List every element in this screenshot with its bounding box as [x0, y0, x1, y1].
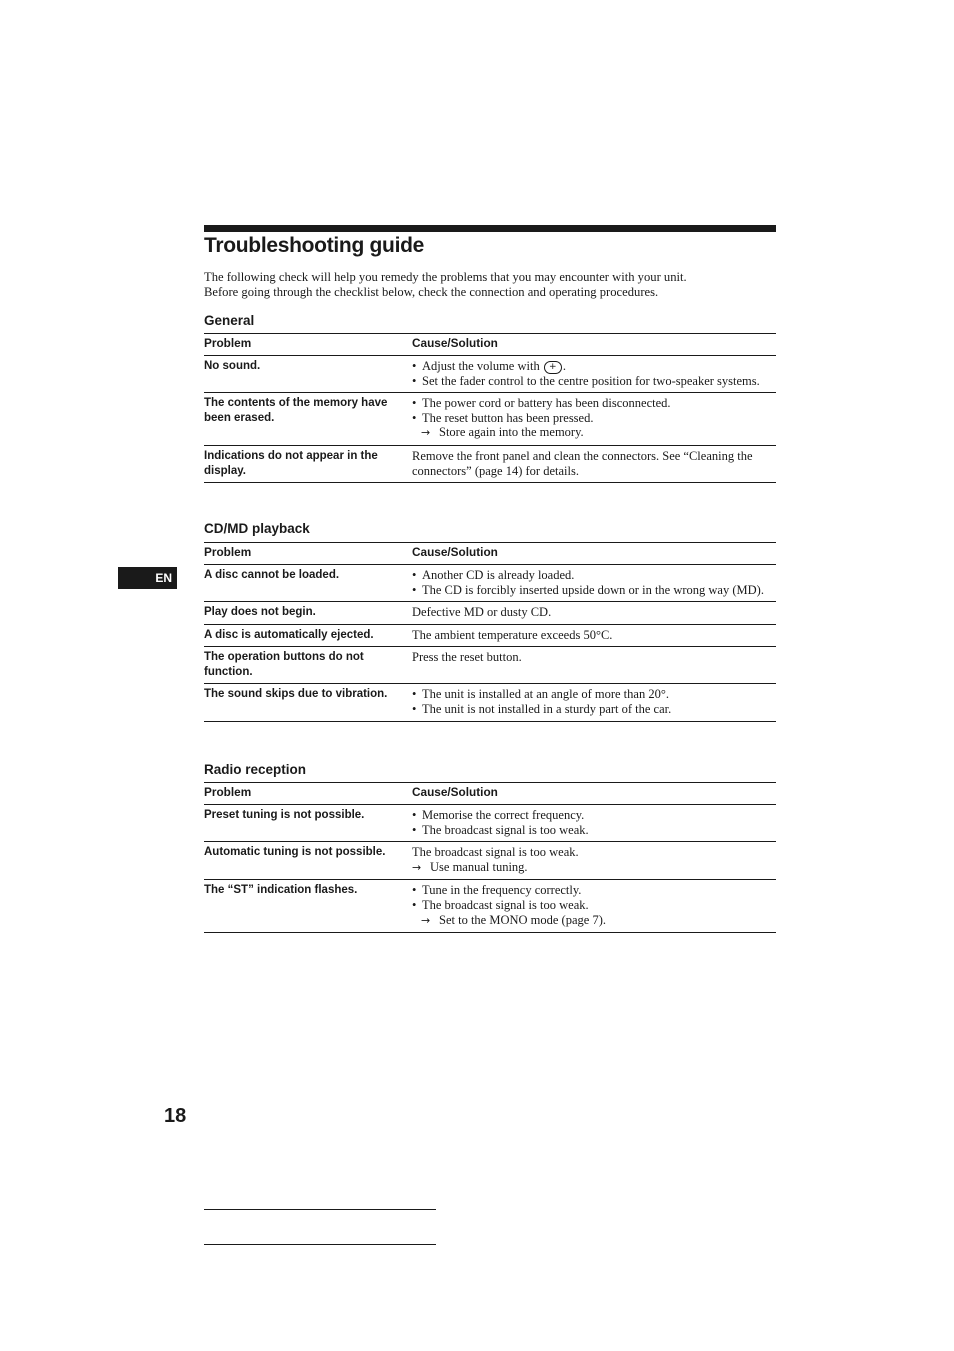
- arrow-right-icon: →: [421, 913, 431, 927]
- section-title-radio: Radio reception: [204, 762, 307, 777]
- footer-rule: [204, 1244, 436, 1245]
- solution-bullet: • The unit is installed at an angle of more than 20°.: [412, 687, 776, 702]
- table-header-row: [204, 783, 776, 805]
- solution-cell: [408, 565, 776, 602]
- problem-cell: Automatic tuning is not possible.: [204, 842, 408, 880]
- problem-cell: The “ST” indication flashes.: [204, 880, 408, 933]
- solution-cell: Press the reset button.: [408, 647, 776, 684]
- solution-bullet: • The unit is not installed in a sturdy part of the car.: [412, 702, 776, 717]
- bullet-suffix: .: [562, 359, 566, 373]
- solution-bullet: • The broadcast signal is too weak.: [412, 898, 776, 913]
- solution-cell: [408, 356, 776, 393]
- table-row: [204, 684, 776, 721]
- intro-line-2: Before going through the checklist below, check the connection and operating procedures.: [204, 284, 659, 299]
- page-title: Troubleshooting guide: [204, 234, 425, 257]
- solution-cell: Remove the front panel and clean the connectors. See “Cleaning the connectors” (page 14) for details.: [408, 446, 776, 483]
- table-header-row: [204, 334, 776, 356]
- arrow-right-icon: →: [412, 860, 422, 874]
- section-title-general: General: [204, 313, 255, 328]
- action-text: Store again into the memory.: [439, 425, 584, 440]
- volume-plus-icon: +: [544, 361, 562, 374]
- solution-action: [412, 913, 776, 929]
- problem-cell: The sound skips due to vibration.: [204, 684, 408, 721]
- column-header-problem: Problem: [204, 334, 408, 356]
- title-rule: [204, 225, 776, 232]
- solution-cell: [408, 880, 776, 933]
- arrow-right-icon: →: [421, 426, 431, 440]
- column-header-problem: Problem: [204, 543, 408, 565]
- table-header-row: [204, 543, 776, 565]
- solution-cell: [408, 805, 776, 842]
- solution-bullet: • Tune in the frequency correctly.: [412, 883, 776, 898]
- solution-cell: [408, 684, 776, 721]
- solution-bullet: • Another CD is already loaded.: [412, 568, 776, 583]
- column-header-solution: Cause/Solution: [408, 543, 776, 565]
- problem-cell: Preset tuning is not possible.: [204, 805, 408, 842]
- solution-cell: The ambient temperature exceeds 50°C.: [408, 624, 776, 647]
- cd-md-table: [204, 542, 776, 722]
- bullet-text: Adjust the volume with: [422, 359, 540, 373]
- action-text: Use manual tuning.: [430, 859, 528, 874]
- solution-action: [412, 860, 776, 876]
- footer-rule: [204, 1209, 436, 1210]
- table-row: [204, 356, 776, 393]
- general-table: [204, 333, 776, 483]
- intro-line-1: The following check will help you remedy the problems that you may encounter with your unit.: [204, 270, 687, 284]
- solution-cell: [408, 842, 776, 880]
- table-row: [204, 647, 776, 684]
- solution-bullet: • Set the fader control to the centre position for two-speaker systems.: [412, 374, 776, 389]
- solution-cell: [408, 393, 776, 446]
- problem-cell: Indications do not appear in the display.: [204, 446, 408, 483]
- table-row: [204, 446, 776, 483]
- problem-cell: A disc cannot be loaded.: [204, 565, 408, 602]
- table-row: [204, 565, 776, 602]
- table-row: [204, 805, 776, 842]
- problem-cell: Play does not begin.: [204, 602, 408, 625]
- problem-cell: A disc is automatically ejected.: [204, 624, 408, 647]
- solution-action: [412, 425, 776, 441]
- solution-text: The broadcast signal is too weak.: [412, 845, 579, 860]
- table-row: [204, 624, 776, 647]
- column-header-solution: Cause/Solution: [408, 334, 776, 356]
- solution-cell: Defective MD or dusty CD.: [408, 602, 776, 625]
- radio-table: [204, 782, 776, 933]
- solution-bullet: [412, 359, 776, 374]
- solution-bullet: • The CD is forcibly inserted upside down or in the wrong way (MD).: [412, 583, 776, 598]
- table-row: [204, 393, 776, 446]
- action-text: Set to the MONO mode (page 7).: [439, 912, 606, 927]
- language-tab: EN: [118, 567, 177, 589]
- table-row: [204, 880, 776, 933]
- column-header-problem: Problem: [204, 783, 408, 805]
- problem-cell: The contents of the memory have been erased.: [204, 393, 408, 446]
- solution-bullet: • Memorise the correct frequency.: [412, 808, 776, 823]
- table-row: [204, 602, 776, 625]
- problem-cell: The operation buttons do not function.: [204, 647, 408, 684]
- solution-bullet: • The reset button has been pressed.: [412, 411, 776, 426]
- page-number: 18: [164, 1105, 187, 1127]
- problem-cell: No sound.: [204, 356, 408, 393]
- section-title-cd-md: CD/MD playback: [204, 521, 310, 536]
- column-header-solution: Cause/Solution: [408, 783, 776, 805]
- solution-bullet: • The broadcast signal is too weak.: [412, 823, 776, 838]
- solution-bullet: • The power cord or battery has been disconnected.: [412, 396, 776, 411]
- table-row: [204, 842, 776, 880]
- intro-text: [204, 270, 776, 299]
